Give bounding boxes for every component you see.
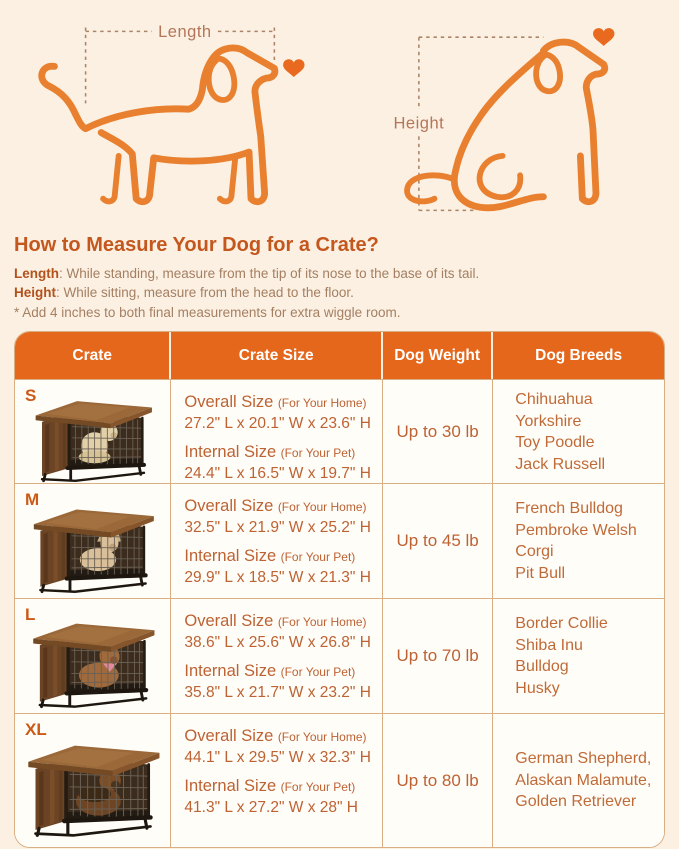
size-cell-s <box>171 380 383 484</box>
weight-value: Up to 70 lb <box>396 646 479 665</box>
breed-item: Bulldog <box>515 658 569 675</box>
breed-item: French Bulldog <box>515 500 623 517</box>
weight-cell-m <box>383 484 493 598</box>
breed-item: Pembroke Welsh <box>515 521 637 539</box>
breed-item: Pit Bull <box>515 564 566 582</box>
breed-item: Toy Poodle <box>515 434 595 451</box>
header-dog-breeds: Dog Breeds <box>535 346 623 364</box>
crate-size-table <box>14 331 665 848</box>
crate-product-image-m <box>28 498 158 595</box>
breed-item: Border Collie <box>515 615 608 632</box>
page-title: How to Measure Your Dog for a Crate? <box>14 234 379 256</box>
overall-dimensions: 27.2" L x 20.1" W x 23.6" H <box>184 415 371 432</box>
height-label: Height <box>393 113 444 133</box>
weight-cell-xl <box>383 714 493 847</box>
internal-size-note: (For Your Pet) <box>280 446 356 460</box>
breeds-cell-m <box>493 484 664 598</box>
breed-item: Golden Retriever <box>515 793 637 811</box>
weight-cell-s <box>383 380 493 484</box>
crate-product-image-l <box>27 612 159 710</box>
breeds-cell-l <box>493 599 664 713</box>
overall-size-note: (For Your Home) <box>277 615 367 629</box>
size-cell-m <box>171 484 383 598</box>
weight-value: Up to 80 lb <box>396 770 479 790</box>
overall-size-label: Overall Size <box>184 497 274 515</box>
height-instruction <box>14 283 663 302</box>
breed-item: Shiba Inu <box>515 636 583 654</box>
overall-size-note: (For Your Home) <box>277 396 367 410</box>
breed-item: Alaskan Malamute, <box>515 771 652 789</box>
overall-dimensions: 32.5" L x 21.9" W x 25.2" H <box>184 519 371 536</box>
breed-item: Husky <box>515 679 560 697</box>
overall-size-note: (For Your Home) <box>277 500 367 514</box>
length-text: : While standing, measure from the tip of its nose to the base of its tail. <box>59 266 480 281</box>
howto-section <box>0 224 679 322</box>
crate-product-image-xl <box>22 733 164 839</box>
length-instruction <box>14 264 663 283</box>
internal-dimensions: 29.9" L x 18.5" W x 21.3" H <box>184 569 371 586</box>
header-dog-weight: Dog Weight <box>383 332 493 379</box>
crate-cell-xl <box>15 714 171 847</box>
size-code-s: S <box>25 386 37 405</box>
sitting-dog-height-diagram <box>349 8 678 224</box>
breed-item: Jack Russell <box>515 455 606 473</box>
breed-item: German Shepherd, <box>515 750 652 768</box>
size-code-l: L <box>25 605 36 624</box>
overall-size-note: (For Your Home) <box>277 730 367 744</box>
size-cell-xl <box>171 714 383 847</box>
size-code-xl: XL <box>25 720 47 739</box>
standing-dog-length-diagram <box>6 8 335 224</box>
internal-size-label: Internal Size <box>184 662 277 680</box>
header-crate: Crate <box>15 332 171 379</box>
breeds-cell-xl <box>493 714 664 847</box>
internal-dimensions: 24.4" L x 16.5" W x 19.7" H <box>184 465 371 482</box>
overall-size-label: Overall Size <box>184 612 274 630</box>
internal-size-label: Internal Size <box>184 443 277 461</box>
internal-size-note: (For Your Pet) <box>280 780 356 794</box>
crate-product-image-s <box>30 390 156 484</box>
internal-size-note: (For Your Pet) <box>280 665 356 679</box>
internal-size-note: (For Your Pet) <box>280 550 356 564</box>
table-row-m <box>15 483 664 598</box>
length-label: Length <box>158 22 212 42</box>
measuring-diagrams <box>0 0 679 224</box>
crate-cell-s <box>15 380 171 484</box>
internal-dimensions: 41.3" L x 27.2" W x 28" H <box>184 799 359 816</box>
table-header-row <box>15 332 664 379</box>
size-cell-l <box>171 599 383 713</box>
crate-cell-m <box>15 484 171 598</box>
header-crate-size: Crate Size <box>171 332 383 379</box>
breed-item: Corgi <box>515 543 554 560</box>
weight-cell-l <box>383 599 493 713</box>
standing-dog-outline <box>42 48 275 202</box>
internal-size-label: Internal Size <box>184 777 277 795</box>
breeds-cell-s <box>493 380 664 484</box>
overall-dimensions: 38.6" L x 25.6" W x 26.8" H <box>184 634 371 651</box>
overall-size-label: Overall Size <box>184 393 274 411</box>
table-row-l <box>15 598 664 713</box>
height-term: Height <box>14 285 56 300</box>
internal-dimensions: 35.8" L x 21.7" W x 23.2" H <box>184 684 371 701</box>
size-code-m: M <box>25 490 40 509</box>
table-row-s <box>15 379 664 483</box>
heart-icon <box>283 59 304 77</box>
internal-size-label: Internal Size <box>184 547 277 565</box>
table-row-xl <box>15 713 664 847</box>
wiggle-room-note: * Add 4 inches to both final measurements for extra wiggle room. <box>14 305 401 320</box>
heart-icon <box>593 28 614 46</box>
overall-size-label: Overall Size <box>184 727 274 745</box>
height-text: : While sitting, measure from the head to the floor. <box>56 285 354 300</box>
crate-cell-l <box>15 599 171 713</box>
weight-value: Up to 30 lb <box>396 422 479 441</box>
breed-item: Yorkshire <box>515 412 582 430</box>
weight-value: Up to 45 lb <box>396 531 479 550</box>
breed-item: Chihuahua <box>515 391 593 408</box>
length-term: Length <box>14 266 59 281</box>
overall-dimensions: 44.1" L x 29.5" W x 32.3" H <box>184 749 371 766</box>
